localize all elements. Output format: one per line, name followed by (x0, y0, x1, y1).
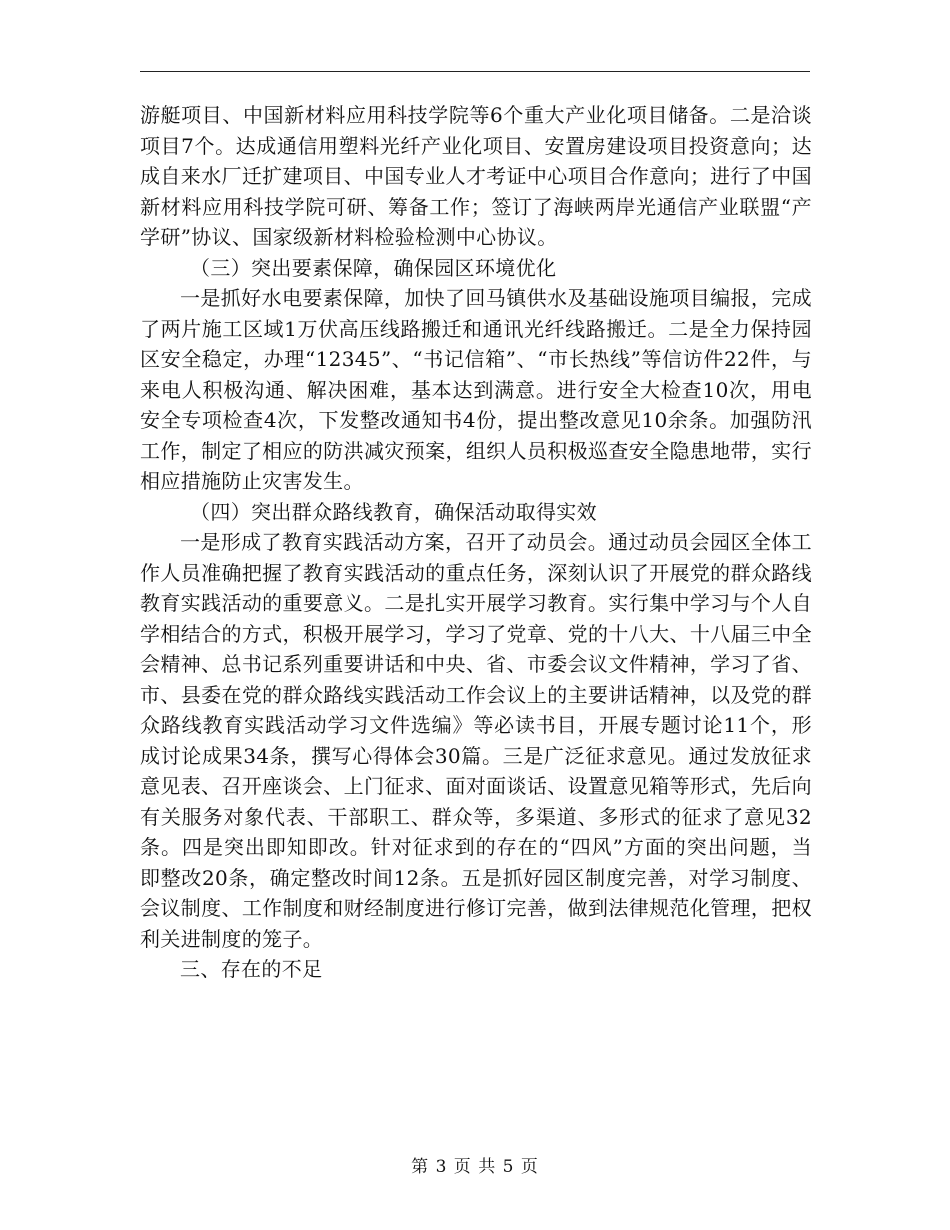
paragraph-factor-guarantee: 一是抓好水电要素保障，加快了回马镇供水及基础设施项目编报，完成了两片施工区域1万伏高压线路搬迁和通讯光纤线路搬迁。二是全力保持园区安全稳定，办理“12345”、“书记信箱”、“市长热线”等信访件22件，与来电人积极沟通、解决困难，基本达到满意。进行安全大检查10次，用电安全专项检查4次，下发整改通知书4份，提出整改意见10余条。加强防汛工作，制定了相应的防洪减灾预案，组织人员积极巡查安全隐患地带，实行相应措施防止灾害发生。 (140, 286, 812, 493)
heading-text: （四）突出群众路线教育，确保活动取得实效 (190, 499, 597, 524)
paragraph-mass-line-education: 一是形成了教育实践活动方案，召开了动员会。通过动员会园区全体工作人员准确把握了教育实践活动的重点任务，深刻认识了开展党的群众路线教育实践活动的重要意义。二是扎实开展学习教育。实行集中学习与个人自学相结合的方式，积极开展学习，学习了党章、党的十八大、十八届三中全会精神、总书记系列重要讲话和中央、省、市委会议文件精神，学习了省、市、县委在党的群众路线实践活动工作会议上的主要讲话精神，以及党的群众路线教育实践活动学习文件选编》等必读书目，开展专题讨论11个，形成讨论成果34条，撰写心得体会30篇。三是广泛征求意见。通过发放征求意见表、召开座谈会、上门征求、面对面谈话、设置意见箱等形式，先后向有关服务对象代表、干部职工、群众等，多渠道、多形式的征求了意见32条。四是突出即知即改。针对征求到的存在的“四风”方面的突出问题，当即整改20条，确定整改时间12条。五是抓好园区制度完善，对学习制度、会议制度、工作制度和财经制度进行修订完善，做到法律规范化管理，把权利关进制度的笼子。 (140, 530, 812, 951)
heading-mass-line-education (140, 497, 812, 528)
header-rule (140, 71, 810, 72)
paragraph-projects: 游艇项目、中国新材料应用科技学院等6个重大产业化项目储备。二是洽谈项目7个。达成通信用塑料光纤产业化项目、安置房建设项目投资意向；达成自来水厂迁扩建项目、中国专业人才考证中心项目合作意向；进行了中国新材料应用科技学院可研、筹备工作；签订了海峡两岸光通信产业联盟“产学研”协议、国家级新材料检验检测中心协议。 (140, 103, 812, 249)
page-number-footer: 第 3 页 共 5 页 (411, 1157, 539, 1177)
document-body (140, 100, 812, 985)
heading-text: （三）突出要素保障，确保园区环境优化 (190, 255, 557, 280)
heading-factor-guarantee (140, 253, 812, 284)
section-heading-shortcomings: 三、存在的不足 (180, 957, 323, 981)
